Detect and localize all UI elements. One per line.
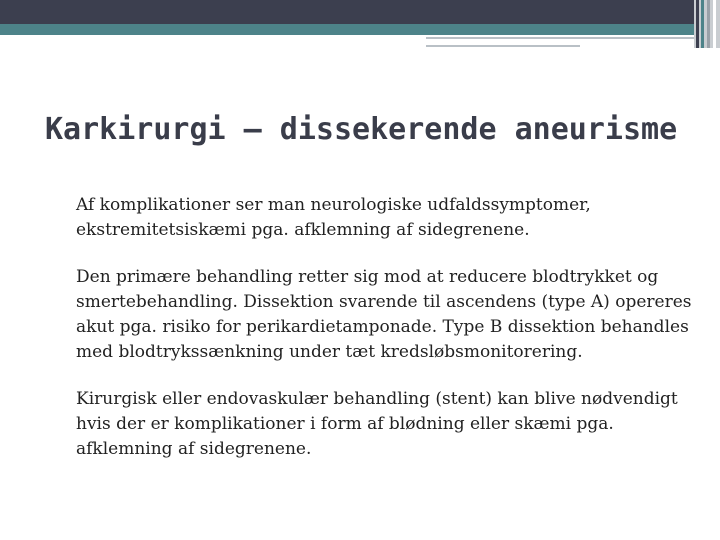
header-bar	[0, 0, 694, 24]
slide-title: Karkirurgi – dissekerende aneurisme	[45, 112, 678, 147]
corner-stripe	[696, 0, 699, 48]
slide-body	[76, 193, 696, 484]
decorative-line	[426, 45, 580, 47]
corner-stripe	[707, 0, 710, 48]
corner-stripe	[713, 0, 716, 48]
body-paragraph: Den primære behandling retter sig mod at reducere blodtrykket og smertebehandling. Dissektion svarende til ascendens (type A) opereres akut pga. risiko for perikardietamponade. Type B dissektion behandles med blodtrykssænkning under tæt kredsløbsmonitorering.	[76, 267, 692, 362]
body-paragraph: Af komplikationer ser man neurologiske udfaldssymptomer, ekstremitetsiskæmi pga. afklemning af sidegrenene.	[76, 195, 591, 240]
decorative-line	[426, 37, 694, 39]
body-paragraph: Kirurgisk eller endovaskulær behandling (stent) kan blive nødvendigt hvis der er komplikationer i form af blødning eller skæmi pga. afklemning af sidegrenene.	[76, 389, 678, 459]
corner-stripe	[701, 0, 704, 48]
header-accent-stripe	[0, 24, 694, 35]
